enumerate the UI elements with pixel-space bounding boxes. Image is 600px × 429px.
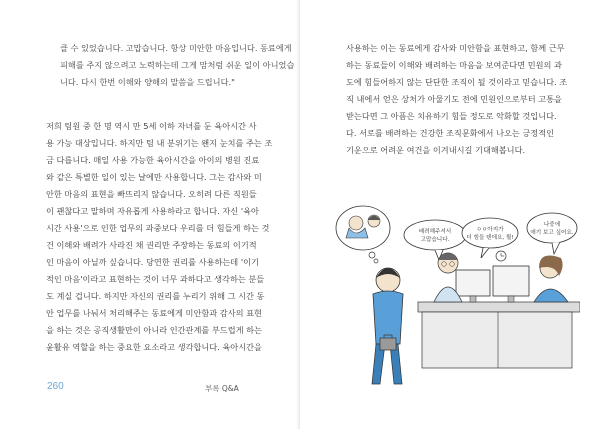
- text-line: 니다. 다시 한번 이해와 양해의 말씀을 드립니다.": [60, 77, 235, 87]
- bubble-line: ㅇㅇ아지가: [476, 227, 504, 233]
- office-illustration: [318, 198, 580, 388]
- text-line: 다. 서로를 배려하는 건강한 조직문화에서 나오는 긍정적인: [346, 128, 555, 138]
- text-line: 저희 팀원 중 한 명 역시 만 5세 이하 자녀를 둔 육아시간 사: [46, 121, 257, 131]
- bubble-line: 더 힘들 텐데요, 뭘!: [466, 235, 514, 241]
- text-line: 하는 동료들이 이해와 배려하는 마음을 보여준다면 민원의 과: [346, 60, 562, 70]
- standing-figure: [372, 268, 403, 384]
- speech-bubble: [404, 220, 466, 260]
- text-line: 건 이해와 배려가 사라진 채 권리만 주장하는 동료의 이기적: [46, 240, 257, 250]
- text-line: 피해를 주지 않으려고 노력하는데 그게 맘처럼 쉬운 일이 아니었습: [60, 60, 295, 70]
- text-line: 인 마음이 아닐까 싶습니다. 당연한 권리를 사용하는데 '이기: [46, 257, 259, 267]
- text-line: 금 다릅니다. 매일 사용 가능한 육아시간을 아이의 병원 진료: [46, 155, 260, 165]
- text-line: 받는다면 그 아픔은 치유하기 힘들 정도로 악화할 것입니다.: [346, 111, 557, 121]
- bubble-line: 애기 보고 싶어요.: [530, 230, 574, 236]
- desk: [418, 302, 580, 368]
- text-line: 윤활유 역할을 하는 중요한 요소라고 생각합니다. 육아시간을: [46, 342, 262, 352]
- speech-bubble: [462, 218, 518, 258]
- quote-paragraph: [60, 40, 294, 91]
- text-line: 도 계실 겁니다. 하지만 자신의 권리를 누리기 위해 그 시간 동: [46, 291, 265, 301]
- text-line: 용 가능 대상입니다. 하지만 팀 내 분위기는 왠지 눈치를 주는 조: [46, 138, 273, 148]
- text-line: 클 수 있었습니다. 고맙습니다. 항상 미안한 마음입니다. 동료에게: [60, 43, 292, 53]
- text-line: 을 하는 것은 공직생활만이 아니라 인간관계를 부드럽게 하는: [46, 325, 262, 335]
- running-footer: 부록 Q&A: [205, 384, 239, 393]
- text-line: 적인 마음'이라고 표현하는 것이 너무 과하다고 생각하는 분들: [46, 274, 265, 284]
- monitor: [456, 270, 490, 302]
- text-line: 도에 힘들어하지 않는 단단한 조직이 될 것이라고 믿습니다. 조: [346, 77, 568, 87]
- text-line: 안한 마음의 표현을 빠뜨리지 않습니다. 오히려 다른 직원들: [46, 189, 257, 199]
- bubble-line: 배려해주셔서: [418, 229, 452, 235]
- right-body-paragraph: [346, 40, 567, 159]
- bubble-line: 고맙습니다.: [420, 237, 450, 243]
- bubble-line: 나중에: [543, 222, 561, 228]
- body-paragraph: [46, 118, 272, 356]
- text-line: 직 내에서 얻은 상처가 아물기도 전에 민원인으로부터 고통을: [346, 94, 562, 104]
- text-line: 시간 사용'으로 인한 업무의 과중보다 우리를 더 힘들게 하는 것: [46, 223, 270, 233]
- text-line: 와 같은 특별한 일이 있는 날에만 사용합니다. 그는 감사와 미: [46, 172, 262, 182]
- thought-bubble: [336, 206, 390, 263]
- text-line: 사용하는 이는 동료에게 감사와 미안함을 표현하고, 함께 근무: [346, 43, 565, 53]
- text-line: 이 괜찮다고 말하며 자유롭게 사용하라고 합니다. 자신 '육아: [46, 206, 259, 216]
- coworker-figure: [534, 256, 568, 302]
- clock-icon: [496, 251, 506, 261]
- face-icon: [368, 215, 380, 227]
- page-number: 260: [47, 381, 64, 392]
- text-line: 기운으로 어려운 여건을 이겨내시길 기대해봅니다.: [346, 145, 526, 155]
- monitor: [493, 266, 529, 302]
- text-line: 안 업무를 나눠서 처리해주는 동료에게 미안함과 감사의 표현: [46, 308, 262, 318]
- speech-bubble: [527, 213, 577, 254]
